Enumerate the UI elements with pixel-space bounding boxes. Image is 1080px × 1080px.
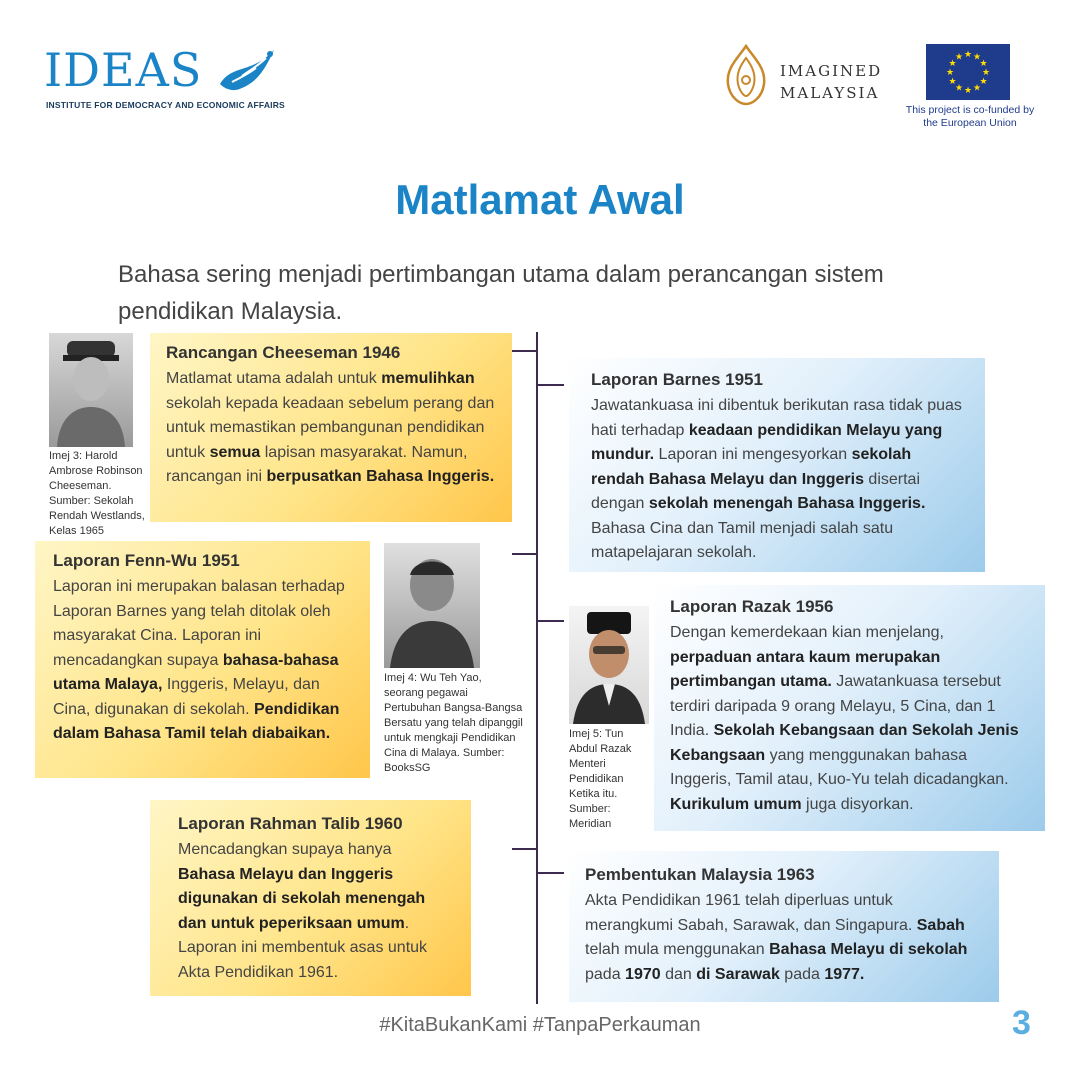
photo-cheeseman xyxy=(49,333,133,447)
card-body: Laporan ini merupakan balasan terhadap Laporan Barnes yang telah ditolak oleh masyarakat Cina. Laporan ini mencadangkan supaya bahasa-bahasa utama Malaya, Inggeris, Melayu, dan Cina, digunakan di sekolah. Pendidikan dalam Bahasa Tamil telah diabaikan. xyxy=(53,578,345,742)
page-number: 3 xyxy=(1012,1004,1031,1042)
caption-img4: Imej 4: Wu Teh Yao, seorang pegawai Pertubuhan Bangsa-Bangsa Bersatu yang telah dipanggil untuk mengkaji Pendidikan Cina di Malaya. Sumber: BooksSG xyxy=(384,672,523,774)
eu-caption-line2: the European Union xyxy=(923,117,1017,129)
timeline-tick xyxy=(512,553,538,555)
card-title: Rancangan Cheeseman 1946 xyxy=(166,343,401,362)
svg-text:★: ★ xyxy=(948,59,957,69)
eu-caption xyxy=(890,104,1050,130)
card-title: Laporan Razak 1956 xyxy=(670,597,834,616)
card-rahman-talib xyxy=(150,800,471,996)
footer-hashtags: #KitaBukanKami #TanpaPerkauman xyxy=(379,1014,701,1036)
card-body: Matlamat utama adalah untuk memulihkan sekolah kepada keadaan sebelum perang dan untuk memastikan pembangunan pendidikan untuk semua lapisan masyarakat. Namun, rancangan ini berpusatkan Bahasa Inggeris. xyxy=(166,370,495,485)
portrait-icon xyxy=(569,606,649,724)
card-body: Jawatankuasa ini dibentuk berikutan rasa tidak puas hati terhadap keadaan pendidikan Melayu yang mundur. Laporan ini mengesyorkan sekolah rendah Bahasa Melayu dan Inggeris disertai dengan sekolah menengah Bahasa Inggeris. Bahasa Cina dan Tamil menjadi salah satu matapelajaran sekolah. xyxy=(591,397,962,561)
svg-text:★: ★ xyxy=(945,68,955,78)
svg-text:★: ★ xyxy=(979,59,988,69)
svg-text:★: ★ xyxy=(972,52,982,63)
card-razak xyxy=(654,585,1045,831)
card-title: Laporan Barnes 1951 xyxy=(591,370,763,389)
svg-text:★: ★ xyxy=(963,86,973,96)
card-body: Akta Pendidikan 1961 telah diperluas untuk merangkumi Sabah, Sarawak, dan Singapura. Sabah telah mula menggunakan Bahasa Melayu di sekolah pada 1970 dan di Sarawak pada 1977. xyxy=(585,892,968,983)
card-body: Dengan kemerdekaan kian menjelang, perpaduan antara kaum merupakan pertimbangan utama. Jawatankuasa tersebut terdiri daripada 9 orang Melayu, 5 Cina, dan 1 India. Sekolah Kebangsaan dan Sekolah Jenis Kebangsaan yang menggunakan bahasa Inggeris, Tamil atau, Kuo-Yu telah dicadangkan. Kurikulum umum juga disyorkan. xyxy=(670,624,1019,813)
timeline-tick xyxy=(512,350,538,352)
svg-text:★: ★ xyxy=(979,77,988,87)
eu-caption-line1: This project is co-funded by xyxy=(905,104,1035,116)
eu-stars-icon xyxy=(926,44,1010,100)
photo-abdul-razak xyxy=(569,606,649,724)
imagined-text: IMAGINED xyxy=(780,62,883,80)
card-barnes xyxy=(569,358,985,572)
imagined-malaysia-logo xyxy=(720,44,900,108)
ideas-logo xyxy=(44,44,284,114)
ornament-icon xyxy=(724,44,768,106)
timeline-tick xyxy=(538,872,564,874)
card-pembentukan-malaysia xyxy=(569,851,999,1002)
svg-text:★: ★ xyxy=(954,83,964,94)
malaysia-text: MALAYSIA xyxy=(780,84,880,102)
svg-text:★: ★ xyxy=(954,52,964,63)
timeline-tick xyxy=(512,848,538,850)
ideas-logo-text: IDEAS xyxy=(44,43,203,97)
timeline-tick xyxy=(538,384,564,386)
caption-img3: Imej 3: Harold Ambrose Robinson Cheeseman. Sumber: Sekolah Rendah Westlands, Kelas 1965 xyxy=(49,450,145,537)
svg-text:★: ★ xyxy=(948,77,957,87)
card-title: Laporan Fenn-Wu 1951 xyxy=(53,551,240,570)
caption-img5: Imej 5: Tun Abdul Razak Menteri Pendidikan Ketika itu. Sumber: Meridian xyxy=(569,728,632,830)
card-cheeseman xyxy=(150,333,512,522)
portrait-icon xyxy=(49,333,133,447)
eu-flag-icon xyxy=(926,44,1010,100)
svg-text:★: ★ xyxy=(972,83,982,94)
card-fenn-wu xyxy=(35,541,370,778)
photo-wu-teh-yao xyxy=(384,543,480,668)
dove-icon xyxy=(212,44,282,96)
card-title: Pembentukan Malaysia 1963 xyxy=(585,865,815,884)
ideas-logo-subtitle: INSTITUTE FOR DEMOCRACY AND ECONOMIC AFFAIRS xyxy=(46,100,285,110)
timeline-line xyxy=(536,332,538,1004)
card-body: Mencadangkan supaya hanya Bahasa Melayu dan Inggeris digunakan di sekolah menengah dan untuk peperiksaan umum. Laporan ini membentuk asas untuk Akta Pendidikan 1961. xyxy=(178,841,428,981)
page-title: Matlamat Awal xyxy=(395,176,685,223)
svg-text:★: ★ xyxy=(963,50,973,60)
intro-text: Bahasa sering menjadi pertimbangan utama dalam perancangan sistem pendidikan Malaysia. xyxy=(118,261,884,325)
card-title: Laporan Rahman Talib 1960 xyxy=(178,814,403,833)
portrait-icon xyxy=(384,543,480,668)
svg-text:★: ★ xyxy=(981,68,991,78)
timeline-tick xyxy=(538,620,564,622)
